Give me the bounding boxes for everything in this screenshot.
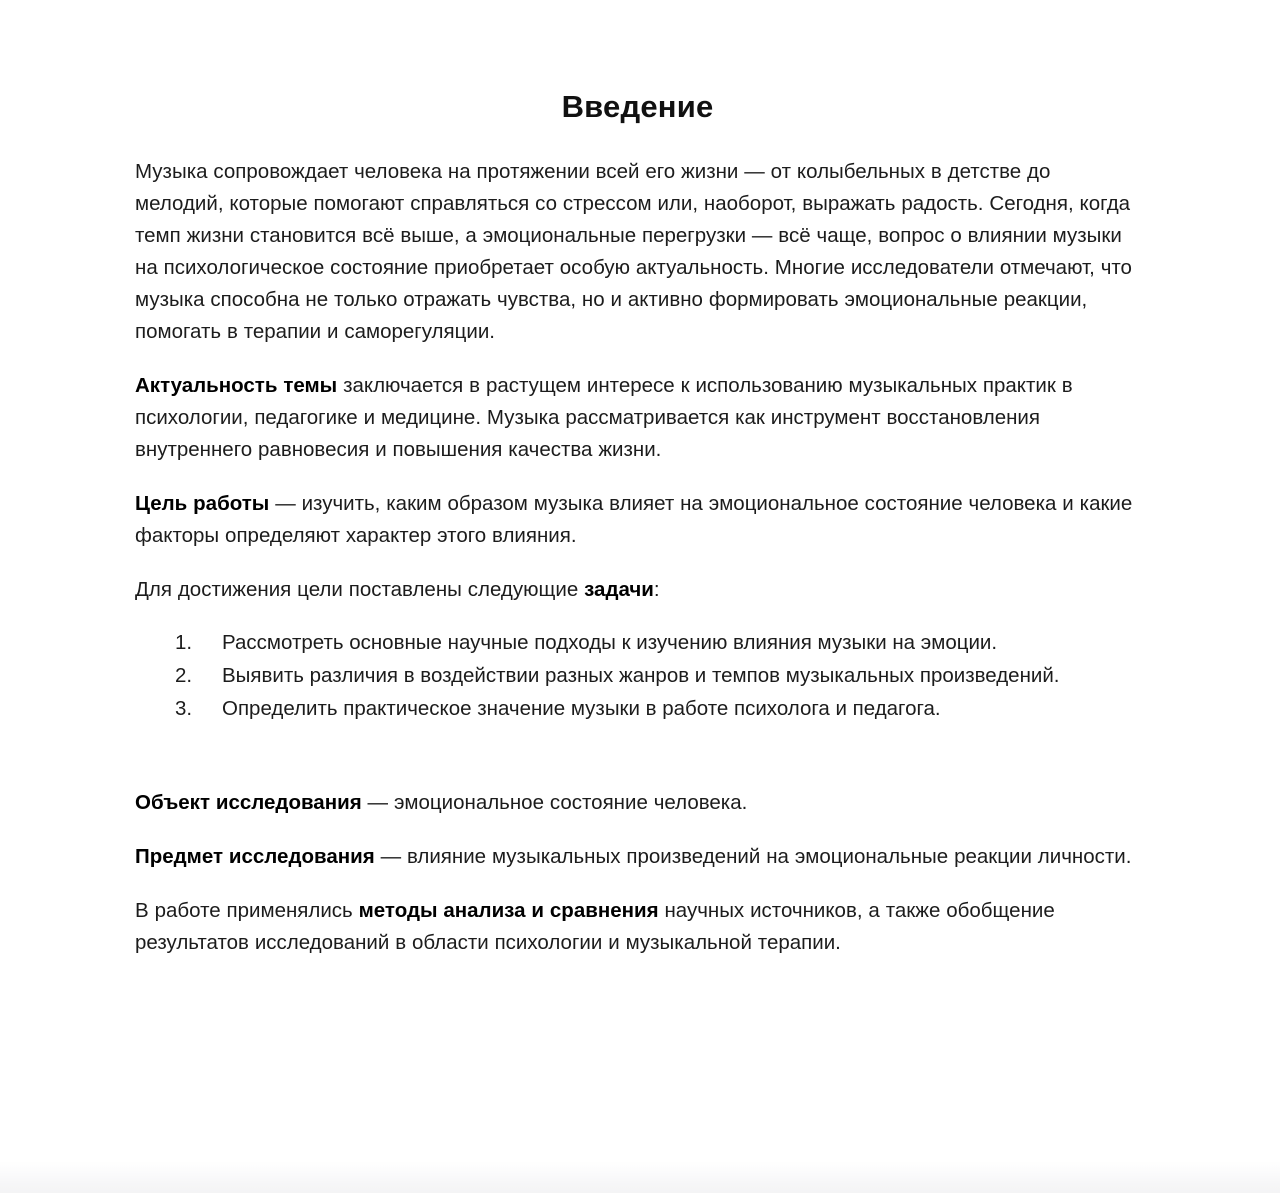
list-item-label: Определить практическое значение музыки в работе психолога и педагога.	[222, 697, 941, 721]
subject-lead-label: Предмет исследования	[135, 845, 375, 869]
list-item-number: 3.	[175, 697, 193, 721]
task-list	[135, 626, 1140, 725]
relevance-lead-label: Актуальность темы	[135, 374, 338, 398]
tasks-intro-prefix: Для достижения цели поставлены следующие	[135, 578, 585, 602]
list-item	[135, 626, 1140, 659]
goal-lead-label: Цель работы	[135, 492, 270, 516]
methods-keyword: методы анализа и сравнения	[358, 899, 659, 923]
spacer	[135, 552, 1140, 574]
paragraph-subject	[135, 841, 1140, 873]
object-lead-label: Объект исследования	[135, 791, 362, 815]
paragraph-goal	[135, 488, 1140, 552]
relevance-body-text: заключается в растущем интересе к использованию музыкальных практик в психологии, педагогике и медицине. Музыка рассматривается как инструмент восстановления внутреннего равновесия и повышения качества жизни.	[135, 374, 1073, 462]
document-body	[135, 0, 1140, 959]
methods-prefix-text: В работе применялись	[135, 899, 359, 923]
subject-body-text: — влияние музыкальных произведений на эмоциональные реакции личности.	[374, 845, 1132, 869]
list-item-label: Рассмотреть основные научные подходы к изучению влияния музыки на эмоции.	[222, 631, 998, 655]
spacer	[135, 819, 1140, 841]
spacer	[135, 466, 1140, 488]
paragraph-intro	[135, 156, 1140, 348]
goal-body-text: — изучить, каким образом музыка влияет на эмоциональное состояние человека и какие факторы определяют характер этого влияния.	[135, 492, 1133, 548]
spacer-after-list	[135, 725, 1140, 787]
spacer-before-list	[135, 606, 1140, 626]
page-title: Введение	[561, 89, 714, 124]
bottom-fade-overlay	[0, 1161, 1280, 1193]
paragraph-tasks-intro	[135, 574, 1140, 606]
paragraph-relevance	[135, 370, 1140, 466]
list-item	[135, 692, 1140, 725]
list-item	[135, 659, 1140, 692]
object-body-text: — эмоциональное состояние человека.	[361, 791, 748, 815]
paragraph-methods	[135, 895, 1140, 959]
methods-suffix-text: научных источников, а также обобщение результатов исследований в области психологии и музыкальной терапии.	[135, 899, 1055, 955]
list-item-number: 1.	[175, 631, 193, 655]
paragraph-object	[135, 787, 1140, 819]
paragraph-intro-text: Музыка сопровождает человека на протяжении всей его жизни — от колыбельных в детстве до мелодий, которые помогают справляться со стрессом или, наоборот, выражать радость. Сегодня, когда темп жизни становится всё выше, а эмоциональные перегрузки — всё чаще, вопрос о влиянии музыки на психологическое состояние приобретает особую актуальность. Многие исследователи отмечают, что музыка способна не только отражать чувства, но и активно формировать эмоциональные реакции, помогать в терапии и саморегуляции.	[135, 160, 1132, 344]
tasks-intro-keyword: задачи	[584, 578, 654, 602]
spacer-after-title	[135, 125, 1140, 156]
spacer	[135, 348, 1140, 370]
list-item-label: Выявить различия в воздействии разных жанров и темпов музыкальных произведений.	[222, 664, 1060, 688]
tasks-intro-suffix: :	[653, 578, 660, 602]
spacer	[135, 873, 1140, 895]
list-item-number: 2.	[175, 664, 193, 688]
